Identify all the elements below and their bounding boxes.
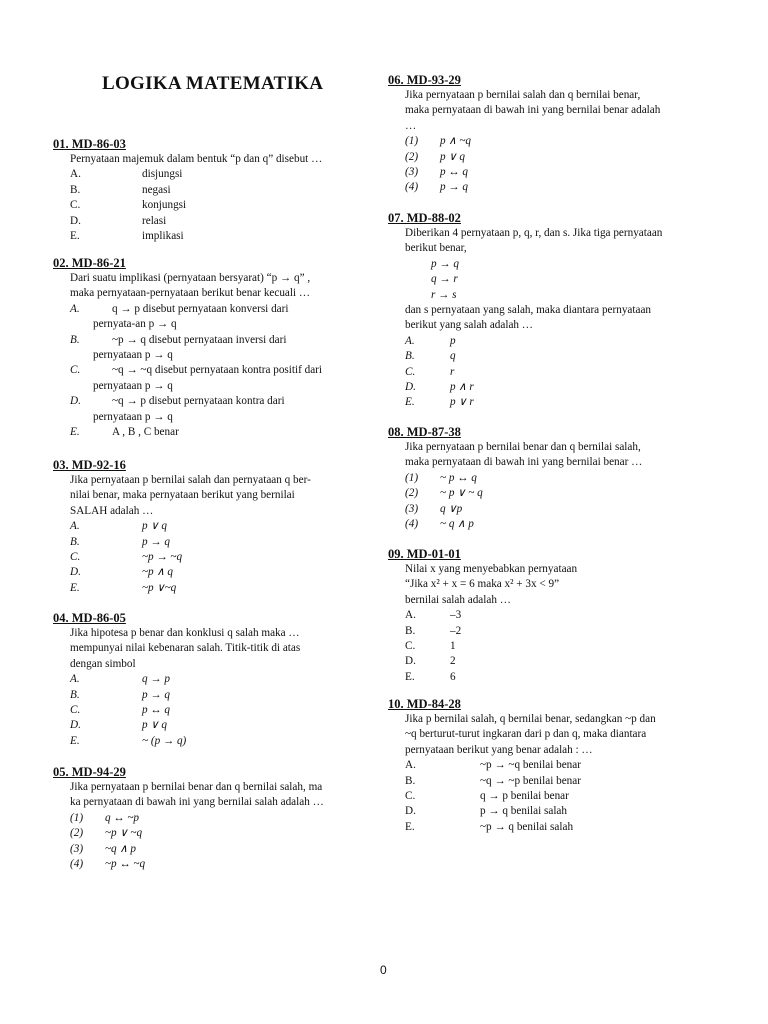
option: (2) ~ p ∨ ~ q [405,487,483,500]
question-text: Jika pernyataan p bernilai benar dan q bernilai salah, ma [70,781,323,793]
option: A. q → p [70,673,170,686]
question-heading: 01. MD-86-03 [53,137,126,151]
option-list [388,334,708,411]
option: A. disjungsi [70,168,183,181]
question-text: Diberikan 4 pernyataan p, q, r, dan s. Jika tiga pernyataan [405,227,663,239]
question-heading: 06. MD-93-29 [388,73,461,87]
question-09 [388,547,708,685]
premise: r → s [431,288,457,301]
option: E. A , B , C benar [70,426,179,439]
option: B. p → q [70,688,170,701]
option: (3) q ∨p [405,502,463,515]
option: C. konjungsi [70,199,187,212]
option: (1) p ∧ ~q [405,135,472,148]
option: D. ~q → p disebut pernyataan kontra dari pernyataan p → q [70,395,285,423]
question-text: nilai benar, maka pernyataan berikut yang bernilai [70,489,295,502]
question-text: Jika p bernilai salah, q bernilai benar, sedangkan ~p dan [405,713,656,725]
option: C. ~p → ~q [70,551,183,564]
question-01 [53,137,353,244]
question-heading: 07. MD-88-02 [388,211,461,225]
question-text: SALAH adalah … [70,504,154,517]
option: (4) ~p ↔ ~q [70,858,146,871]
option-list [53,811,353,873]
option: (4) p → q [405,181,468,194]
question-text: maka pernyataan di bawah ini yang bernilai benar adalah [405,104,661,117]
option-list [388,608,708,685]
option: (3) p ↔ q [405,166,468,179]
question-text: Jika pernyataan p bernilai salah dan pernyataan q ber- [70,474,311,486]
question-08 [388,425,708,532]
option: C. p ↔ q [70,704,170,717]
option: (2) p ∨ q [405,150,465,163]
premise: p → q [431,257,459,270]
question-text: pernyataan berikut yang benar adalah : … [405,743,593,756]
option: C. q → p benilai benar [405,790,569,803]
option: E. implikasi [70,230,184,243]
question-text: bernilai salah adalah … [405,593,511,606]
option: C. r [405,365,455,378]
option: A. q → p disebut pernyataan konversi dari pernyata-an p → q [70,302,289,331]
question-text: Jika pernyataan p bernilai benar dan q bernilai salah, [405,441,641,453]
question-text: berikut benar, [405,242,467,255]
option: (4) ~ q ∧ p [405,518,474,531]
question-03 [53,458,353,596]
option: B. ~p → q disebut pernyataan inversi dari pernyataan p → q [70,333,287,362]
question-text: maka pernyataan-pernyataan berikut benar kecuali … [70,287,311,300]
question-heading: 10. MD-84-28 [388,697,461,711]
option: E. ~p → q benilai salah [405,820,574,833]
option: A. p ∨ q [70,520,167,533]
option: (2) ~p ∨ ~q [70,827,143,840]
question-02 [53,256,353,440]
premise: q → r [431,273,458,286]
option: C. 1 [405,640,456,653]
page-number: 0 [380,963,387,977]
option-list [53,519,353,596]
option: D. relasi [70,214,167,227]
question-05 [53,765,353,872]
question-06 [388,73,708,196]
option: A. –3 [405,609,462,622]
option: D. 2 [405,655,456,668]
question-text: “Jika x² + x = 6 maka x² + 3x < 9” [405,578,560,591]
option: E. p ∨ r [405,396,474,409]
option: A. p [405,334,456,347]
question-heading: 02. MD-86-21 [53,256,126,270]
question-heading: 04. MD-86-05 [53,611,126,625]
question-heading: 03. MD-92-16 [53,458,126,472]
question-text: maka pernyataan di bawah ini yang bernilai benar … [405,456,643,469]
option: B. ~q → ~p benilai benar [405,774,581,787]
option: D. p ∧ r [405,381,474,394]
question-07 [388,211,708,411]
question-text: Nilai x yang menyebabkan pernyataan [405,563,578,575]
option: B. p → q [70,535,170,548]
option-list [388,134,708,196]
question-text: dengan simbol [70,657,136,670]
option-list [388,758,708,835]
option-list [388,471,708,533]
option: E. 6 [405,670,456,683]
question-heading: 08. MD-87-38 [388,425,461,439]
option-list [53,672,353,749]
option: B. q [405,350,456,363]
option: E. ~p ∨~q [70,581,177,594]
question-text: Pernyataan majemuk dalam bentuk “p dan q” disebut … [70,153,323,165]
question-text: Jika pernyataan p bernilai salah dan q bernilai benar, [405,89,641,101]
option: D. p → q benilai salah [405,805,567,818]
question-heading: 09. MD-01-01 [388,547,461,561]
question-text: ~q berturut-turut ingkaran dari p dan q, maka diantara [405,728,647,741]
option: B. –2 [405,624,462,637]
question-10 [388,697,708,835]
page-title: LOGIKA MATEMATIKA [102,73,324,94]
option: (1) q ↔ ~p [70,811,140,824]
option-list [53,167,353,244]
option: B. negasi [70,183,171,196]
option: A. ~p → ~q benilai benar [405,759,581,772]
option: D. p ∨ q [70,719,167,732]
question-text: berikut yang salah adalah … [405,319,533,332]
question-heading: 05. MD-94-29 [53,765,126,779]
question-text: Dari suatu implikasi (pernyataan bersyarat) “p → q” , [70,272,311,284]
question-text: … [405,119,417,132]
question-text: dan s pernyataan yang salah, maka diantara pernyataan [405,304,652,317]
option: D. ~p ∧ q [70,566,174,579]
question-04 [53,611,353,749]
question-text: ka pernyataan di bawah ini yang bernilai salah adalah … [70,796,324,809]
option: (3) ~q ∧ p [70,842,137,855]
question-text: Jika hipotesa p benar dan konklusi q salah maka … [70,627,300,639]
option: C. ~q → ~q disebut pernyataan kontra positif dari pernyataan p → q [70,364,323,392]
question-text: mempunyai nilai kebenaran salah. Titik-titik di atas [70,642,301,655]
option: E. ~ (p → q) [70,734,187,747]
option: (1) ~ p ↔ q [405,471,477,484]
option-list [53,302,353,441]
